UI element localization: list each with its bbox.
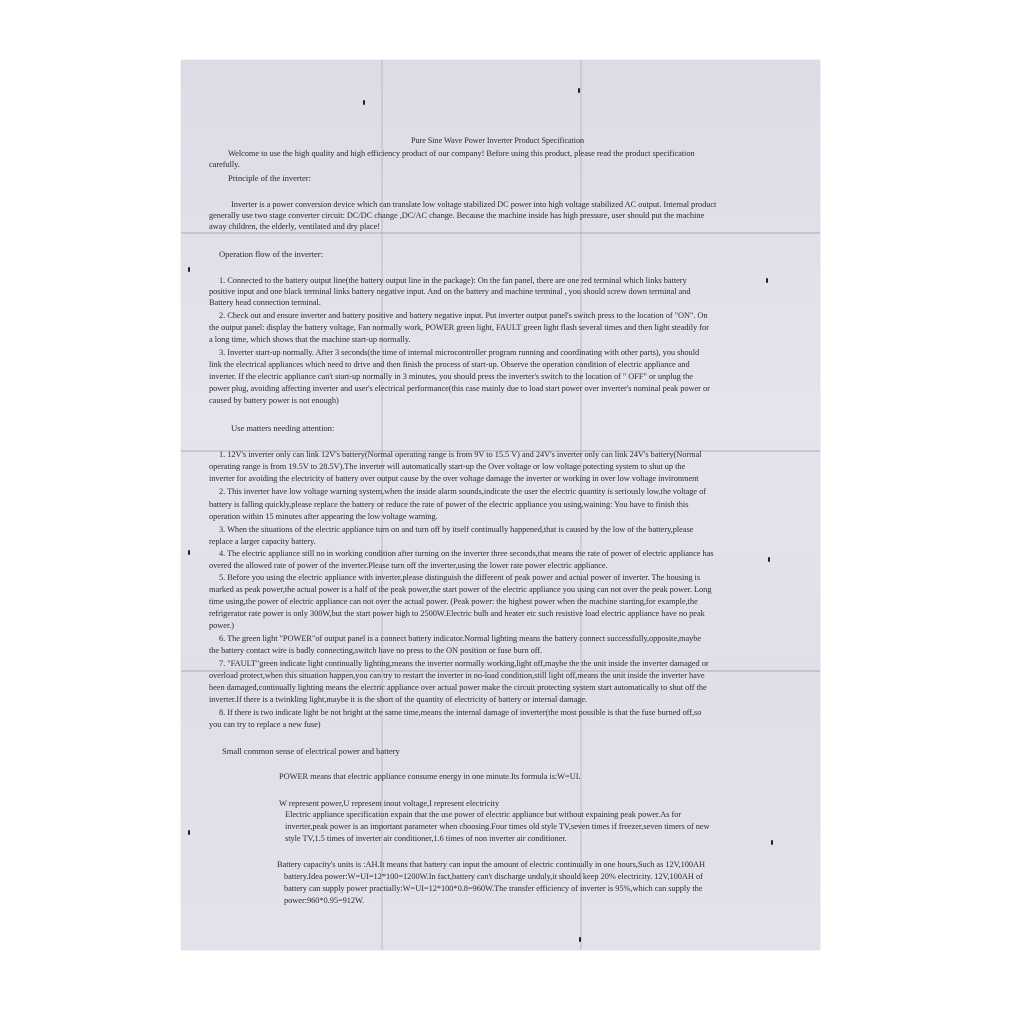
operation-line: Battery head connection terminal. [209, 298, 321, 307]
operation-line: 1. Connected to the battery output line(the battery output line in the package): On the fan panel, there are one red terminal which links battery [219, 276, 687, 285]
matters-line: overload protect,when this situation happen,you can try to restart the inverter in no-load condition,still light off,means the unit inside the inverter have [209, 671, 705, 680]
speck [188, 830, 190, 835]
battery-line: battery can supply power practially:W=UI=12*100*0.8=960W.The transfer efficiency of inverter is 95%,which can supply the [284, 884, 703, 893]
operation-line: power plug, avoiding affecting inverter and user's electrical performance(this case mainly due to load start power over inverter's nominal peak power or [209, 384, 710, 393]
power-definition: POWER means that electric appliance consume energy in one minute.Its formula is:W=UI. [279, 772, 581, 781]
operation-line: the output panel: display the battery voltage, Fan normally work, POWER green light, FAULT green light flash several times and then light steadily for [209, 323, 709, 332]
section-heading-principle: Principle of the inverter: [228, 173, 311, 183]
w-line: W represent power,U represent inout voltage,I represent electricity [279, 799, 500, 808]
intro-line: carefully. [209, 160, 240, 169]
speck [771, 840, 773, 845]
battery-line: power:960*0.95=912W. [284, 896, 365, 905]
matters-line: 3. When the situations of the electric appliance turn on and turn off by itself continually happened,that is caused by the low of the battery,please [219, 525, 694, 534]
battery-line: Battery capacity's units is :AH.It means that battery can input the amount of electric continually in one hours,Such as 12V,100AH [277, 860, 705, 869]
principle-line: Inverter is a power conversion device which can translate low voltage stabilized DC power into high voltage stabilized AC output. Internal product [231, 200, 717, 209]
speck [768, 557, 770, 562]
matters-line: replace a larger capacity battery. [209, 537, 316, 546]
speck [363, 100, 365, 105]
matters-line: operating range is from 19.5V to 28.5V).The inverter will automatically start-up the Over voltage or low voltage potecting system to shut up the [209, 462, 686, 471]
matters-line: been damaged,continually lighting means the electric appliance over actual power make the circuit protecting system start automatically to shut off the [209, 683, 707, 692]
speck [766, 278, 768, 283]
operation-line: inverter. If the electric appliance can't start-up normally in 3 minutes, you should press the inverter's switch to the location of " OFF" or unplug the [209, 372, 693, 381]
matters-line: 5. Before you using the electric appliance with inverter,please distinguish the different of peak power and actual power of inverter. The housing is [219, 573, 701, 582]
operation-line: link the electrical appliances which need to drive and then finish the process of start-up. Observe the operation condition of electric appliance and [209, 360, 690, 369]
speck [578, 88, 580, 93]
matters-line: 1. 12V's inverter only can link 12V's battery(Normal operating range is from 9V to 15.5 V) and 24V's inverter only can link 24V's battery(Normal [219, 450, 702, 459]
intro-line: Welcome to use the high quality and high efficiency product of our company! Before using this product, please read the product specification [228, 149, 695, 158]
principle-line: away children, the elderly, ventilated and dry place! [209, 222, 380, 231]
matters-line: 7. "FAULT"green indicate light continually lighting,means the inverter normally working,light off,maybe the the unit inside the inverter damaged or [219, 659, 709, 668]
section-heading-matters: Use matters needing attention: [231, 423, 335, 433]
matters-line: overed the allowed rate of power of the inverter.Please turn off the inverter,using the lower rate power electric appliance. [209, 561, 608, 570]
matters-line: 8. If there is two indicate light be not bright at the same time,means the internal damage of inverter(the most possible is that the fuse burned off,so [219, 708, 702, 717]
matters-line: 6. The green light "POWER"of output panel is a connect battery indicator.Normal lighting means the battery connect successfully,opposite,maybe [219, 634, 702, 643]
matters-line: power.) [209, 621, 234, 630]
document-title: Pure Sine Wave Power Inverter Product Specification [411, 136, 585, 145]
matters-line: the battery contact wire is badly connecting,switch have no press to the ON position or fuse burn off. [209, 646, 543, 655]
matters-line: operation within 15 minutes after appearing the low voltage warning. [209, 512, 438, 521]
matters-line: 2. This inverter have low voltage warning system,when the inside alarm sounds,indicate the user the electric quantity is seriously low,the voltage of [219, 487, 707, 496]
speck [579, 937, 581, 942]
operation-line: 2. Check out and ensure inverter and battery positive and battery negative input. Put inverter output panel's switch press to the location of "ON". On [219, 311, 708, 320]
matters-line: inverter for avoiding the electricity of battery over output cause by the over voltage damage the inverter or working in over low voltage invironment [209, 474, 699, 483]
w-line: inverter,peak power is an important parameter when choosing.Four times old style TV,seven times if freezer,seven timers of new [285, 822, 710, 831]
section-heading-operation: Operation flow of the inverter: [219, 249, 323, 259]
matters-line: you can try to replace a new fuse) [209, 720, 321, 729]
operation-line: 3. Inverter start-up normally. After 3 seconds(the time of internal microcontroller program running and coordinating with other parts), you should [219, 348, 700, 357]
section-heading-common-sense: Small common sense of electrical power and battery [222, 746, 400, 756]
speck [188, 550, 190, 555]
battery-line: battery.Idea power:W=UI=12*100=1200W.In fact,battery can't discharge unduly,it should keep 20% electricity. 12V,100AH of [284, 872, 703, 881]
matters-line: 4. The electric appliance still no in working condition after turning on the inverter three seconds,that means the rate of power of electric appliance has [219, 549, 714, 558]
principle-line: generally use two stage converter circuit: DC/DC change ,DC/AC change. Because the machine inside has high pressure, user should put the machine [209, 211, 705, 220]
matters-line: battery is falling quickly,please replace the battery or reduce the rate of power of the electric appliance you using,waining: You have to finish this [209, 500, 689, 509]
speck [188, 267, 190, 272]
matters-line: marked as peak power,the actual power is a half of the peak power,the start power of the electric appliance you using can not over the peak power. Long [209, 585, 712, 594]
matters-line: time using,the power of electric appliance can not over the actual power. (Peak power: the highest power when the machine starting,for example,the [209, 597, 698, 606]
matters-line: inverter.If there is a twinkling light,maybe it is the short of the quantity of electricity of battery or internal damage. [209, 695, 588, 704]
operation-line: a long time, which shows that the machine start-up normally. [209, 335, 411, 344]
operation-line: caused by battery power is not enough) [209, 396, 339, 405]
w-line: Electric appliance specification expain that the use power of electric appliance but without expaining peak power.As for [285, 810, 682, 819]
matters-line: refrigerator rate power is only 300W,but the start power high to 2500W.Electric bulb and heater etc such resistive load electric appliance have no peak [209, 609, 705, 618]
w-line: style TV,1.5 times of inverter air conditioner,1.6 times of non inverter air conditioner. [285, 834, 567, 843]
printed-sheet [181, 60, 820, 950]
operation-line: positive input and one black terminal links battery negative input. And on the battery and machine terminal , you should screw down terminal and [209, 287, 691, 296]
